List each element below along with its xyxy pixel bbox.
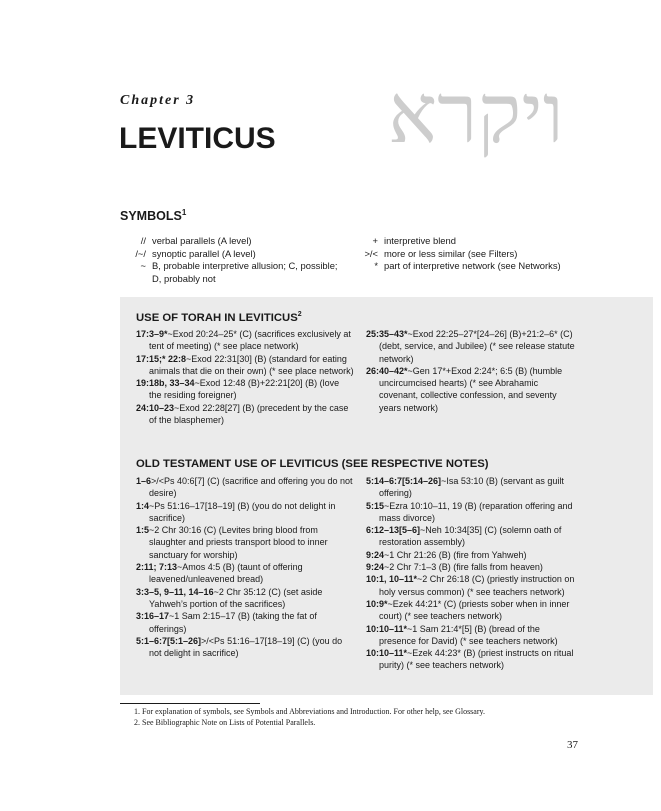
parallel-entry: 1:4~Ps 51:16–17[18–19] (B) (you do not delight in sacrifice) (136, 500, 336, 523)
torah-use-heading: USE OF TORAH IN LEVITICUS$^2$ (136, 311, 302, 324)
parallel-entry: 26:40–42*~Gen 17*+Exod 2:24*; 6:5 (B) (humble uncircumcised hearts) (* see Abrahamic covenant, collective confession, and seventy years network) (366, 365, 563, 413)
ot-use-heading: OLD TESTAMENT USE OF LEVITICUS (SEE RESPECTIVE NOTES) (136, 458, 489, 470)
torah-use-left (136, 328, 354, 426)
symbol-row: + interpretive blend (372, 235, 456, 246)
hebrew-title: ויקרא (388, 67, 564, 162)
parallel-entry: 19:18b, 33–34~Exod 12:48 (B)+22:21[20] (B) (love the residing foreigner) (136, 378, 340, 401)
parallel-entry: 6:12–13[5–6]~Neh 10:34[35] (C) (solemn oath of restoration assembly) (366, 525, 562, 548)
parallel-entry: 2:11; 7:13~Amos 4:5 (B) (taunt of offering leavened/unleavened bread) (136, 562, 303, 585)
ot-use-left (136, 475, 354, 659)
parallel-entry: 1:5~2 Chr 30:16 (C) (Levites bring blood from slaughter and priests transport blood to inner sanctuary for worship) (136, 525, 328, 560)
parallel-entry: 5:15~Ezra 10:10–11, 19 (B) (reparation offering and mass divorce) (366, 500, 573, 523)
parallel-entry: 17:3–9*~Exod 20:24–25* (C) (sacrifices exclusively at tent of meeting) (* see place network) (136, 329, 351, 352)
ot-use-right (366, 475, 578, 672)
footnote-marker: 1 (181, 208, 187, 217)
parallel-entry: 10:10–11*~Ezek 44:23* (B) (priest instructs on ritual purity) (* see teachers network) (366, 648, 574, 671)
symbol-row: // verbal parallels (A level) (140, 235, 252, 246)
parallel-entry: 10:1, 10–11*~2 Chr 26:18 (C) (priestly instruction on holy versus common) (* see teachers network) (366, 574, 575, 597)
parallel-entry: 10:9*~Ezek 44:21* (C) (priests sober when in inner court) (* see teachers network) (366, 598, 570, 622)
footnote-1: 1. For explanation of symbols, see Symbols and Abbreviations and Introduction. For other help, see Glossary. (134, 707, 485, 716)
symbol-row: /~/ synoptic parallel (A level) (135, 247, 256, 259)
parallel-entry: 3:16–17~1 Sam 2:15–17 (B) (taking the fat of offerings) (136, 611, 317, 634)
book-title: LEVITICUS (119, 122, 276, 155)
parallel-entry: 9:24~1 Chr 21:26 (B) (fire from Yahweh) (366, 549, 527, 560)
parallel-entry: 17:15;* 22:8~Exod 22:31[30] (B) (standard for eating animals that die on their own) (* see place network) (136, 353, 354, 376)
symbol-row: * part of interpretive network (see Networks) (374, 260, 561, 271)
parallel-entry: 3:3–5, 9–11, 14–16~2 Chr 35:12 (C) (set aside Yahweh’s portion of the sacrifices) (136, 586, 323, 609)
symbol-list-left (114, 235, 354, 285)
parallel-entry: 5:14–6:7[5:14–26]~Isa 53:10 (B) (servant as guilt offering) (366, 476, 564, 499)
symbol-row: >/< more or less similar (see Filters) (364, 247, 518, 259)
parallel-entry: 10:10–11*~1 Sam 21:4*[5] (B) (bread of the presence for David) (* see teachers network) (366, 623, 558, 646)
footnote-2: 2. See Bibliographic Note on Lists of Potential Parallels. (134, 718, 316, 727)
parallel-entry: 1–6>/<Ps 40:6[7] (C) (sacrifice and offering you do not desire) (136, 476, 353, 499)
symbol-row: ~ B, probable interpretive allusion; C, possible; D, probably not (140, 260, 338, 284)
symbols-heading: SYMBOLS$^1$ (120, 208, 187, 224)
footnote-marker: 2 (297, 311, 302, 318)
footnote-divider (120, 703, 260, 704)
parallel-entry: 5:1–6:7[5:1–26]>/<Ps 51:16–17[18–19] (C) (you do not delight in sacrifice) (136, 635, 343, 659)
chapter-label: Chapter 3 (120, 93, 196, 108)
parallel-entry: 25:35–43*~Exod 22:25–27*[24–26] (B)+21:2–6* (C) (debt, service, and Jubilee) (* see release statute network) (366, 329, 575, 364)
symbol-list-right (346, 235, 606, 273)
page-number: 37 (567, 739, 578, 751)
parallel-entry: 9:24~2 Chr 7:1–3 (B) (fire falls from heaven) (366, 562, 543, 573)
parallel-entry: 24:10–23~Exod 22:28[27] (B) (precedent by the case of the blasphemer) (136, 402, 349, 426)
torah-use-right (366, 328, 576, 414)
